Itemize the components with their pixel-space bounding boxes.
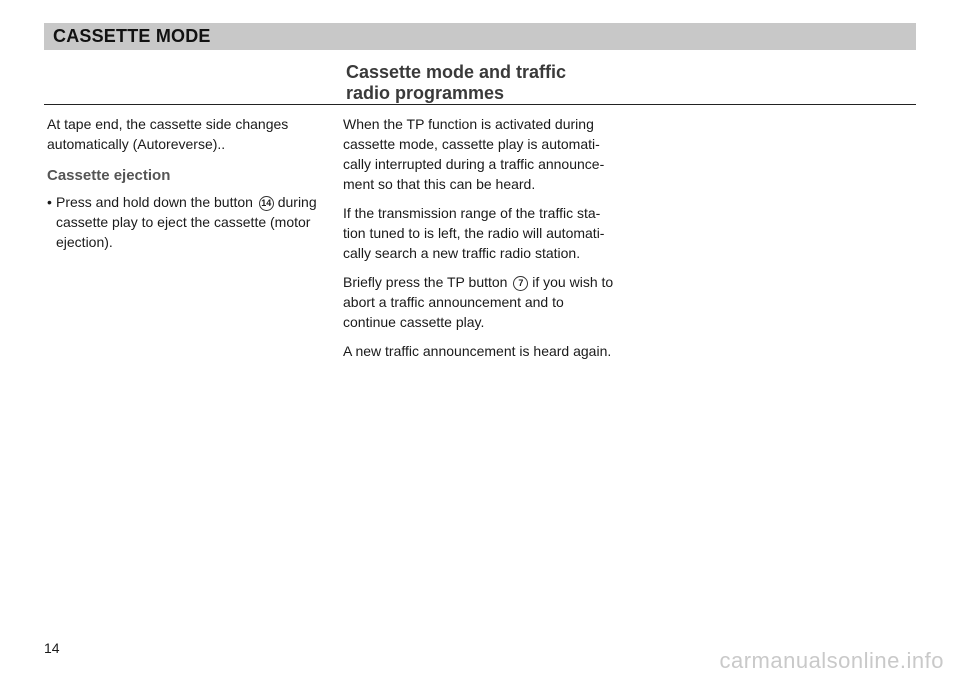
right-column (343, 114, 618, 370)
left-column (47, 114, 327, 252)
subsection-title (346, 62, 746, 104)
bullet-dot: • (47, 194, 52, 210)
ejection-bullet-item (47, 192, 327, 252)
ejection-bullet-text (56, 192, 327, 252)
transmission-range-paragraph: If the transmission range of the traffic sta-tion tuned to is left, the radio will automati-cally search a new traffic radio station. (343, 205, 605, 261)
cassette-ejection-heading: Cassette ejection (47, 167, 171, 184)
section-header-title: CASSETTE MODE (53, 26, 211, 46)
new-announcement-paragraph: A new traffic announcement is heard again. (343, 343, 612, 359)
page-number: 14 (44, 640, 60, 656)
ejection-text-before: Press and hold down the button (56, 194, 253, 210)
ejection-text-after: during cassette play to eject the cassette (motor ejection). (56, 194, 317, 250)
title-divider (44, 104, 916, 105)
tp-function-paragraph: When the TP function is activated during cassette mode, cassette play is automati-cally interrupted during a traffic announce-ment so that this can be heard. (343, 116, 605, 192)
watermark: carmanualsonline.info (719, 648, 944, 673)
autoreverse-paragraph: At tape end, the cassette side changes automatically (Autoreverse).. (47, 116, 289, 152)
section-header-bar (44, 23, 916, 50)
subsection-title-line1: Cassette mode and traffic (346, 62, 567, 82)
subsection-title-line2: radio programmes (346, 83, 505, 103)
abort-announcement-paragraph (343, 272, 618, 332)
abort-text-after: if you wish to abort a traffic announcement and to continue cassette play. (343, 274, 614, 330)
button-14-icon: 14 (259, 196, 274, 211)
button-7-icon: 7 (513, 276, 528, 291)
abort-text-before: Briefly press the TP button (343, 274, 508, 290)
